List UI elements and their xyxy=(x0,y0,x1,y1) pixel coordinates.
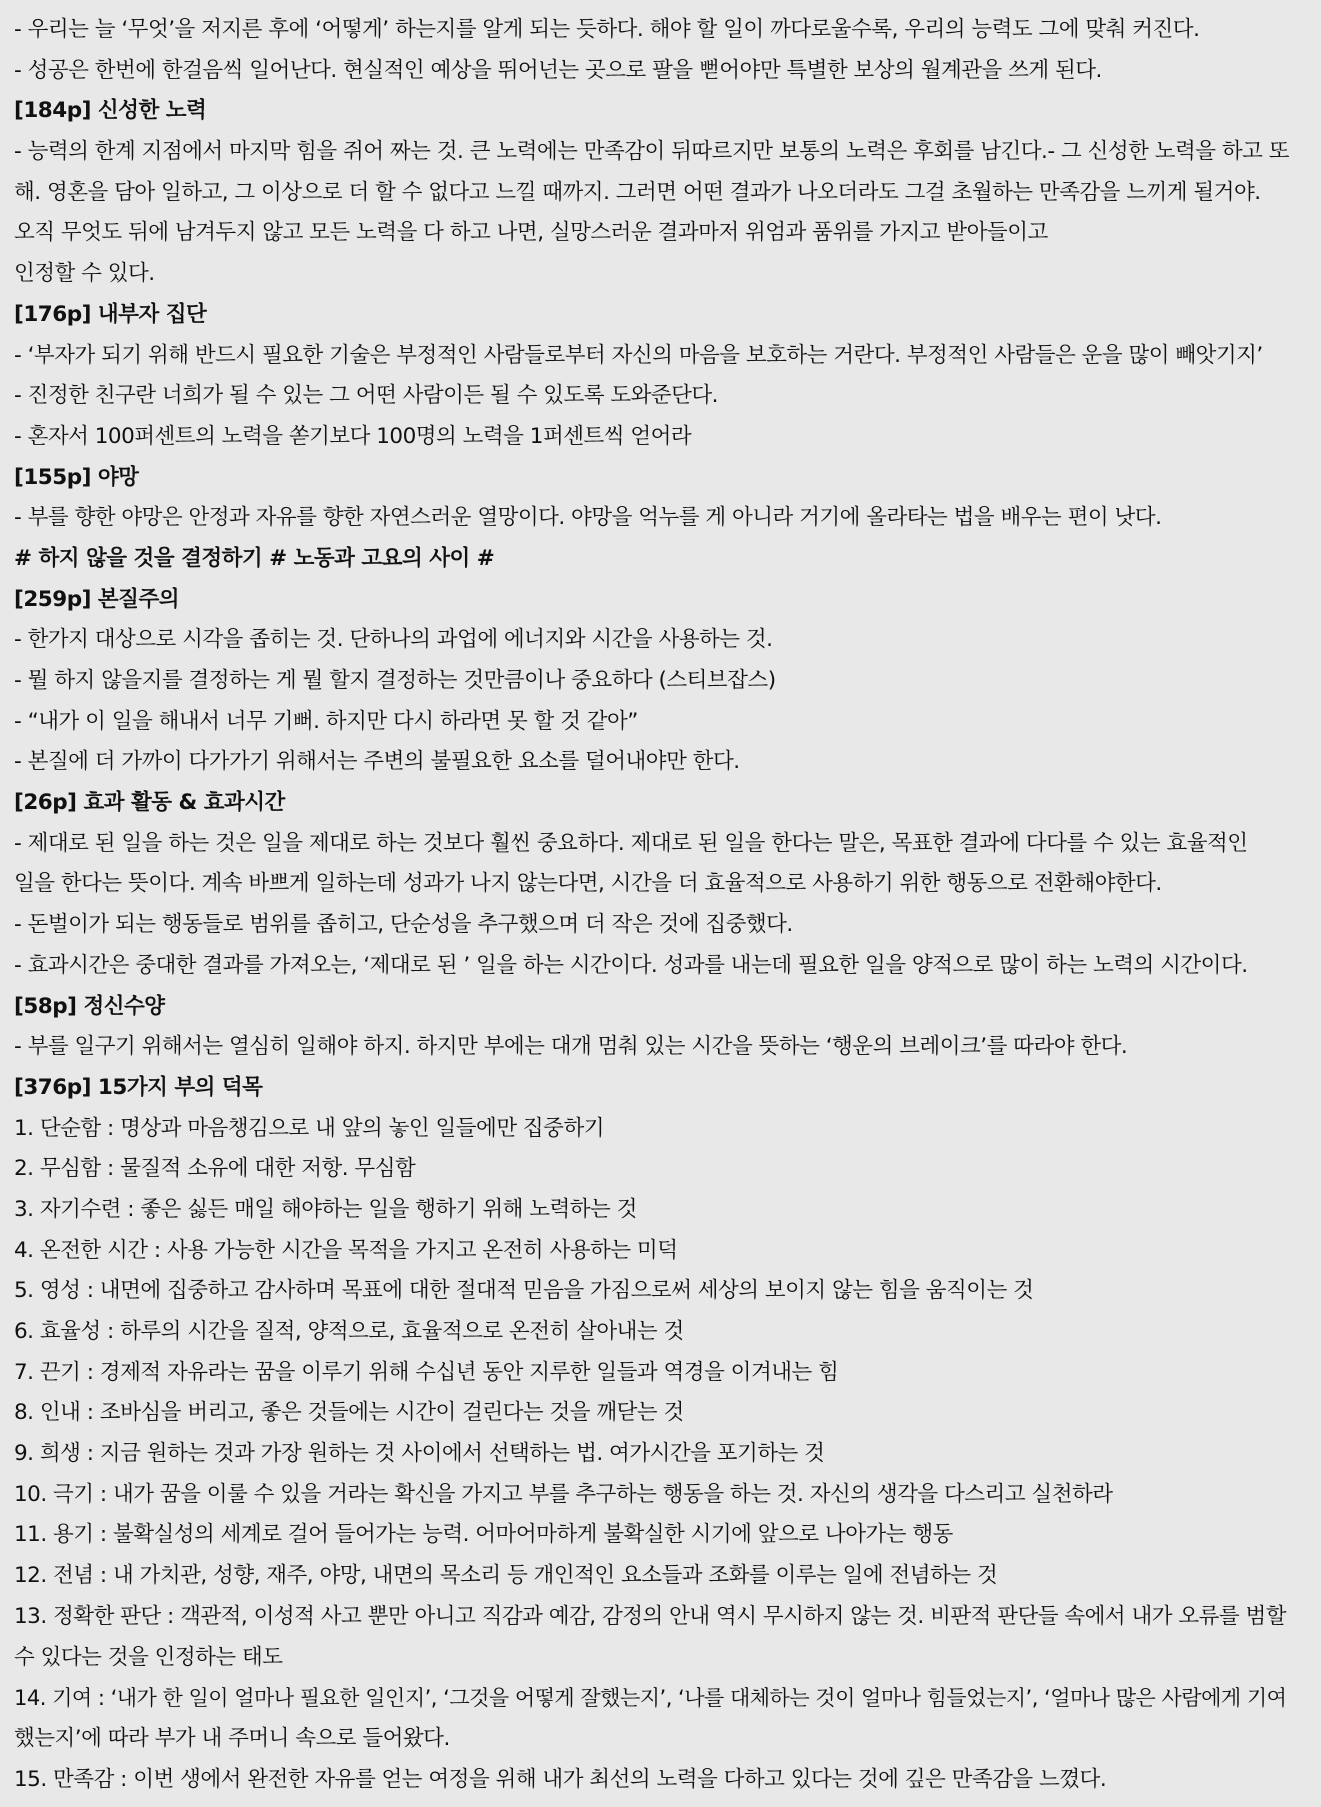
text-body xyxy=(14,10,1311,1800)
text-line: 15. 만족감 : 이번 생에서 완전한 자유를 얻는 여정을 위해 내가 최선의 노력을 다하고 있다는 것에 깊은 만족감을 느꼈다. xyxy=(14,1766,1107,1792)
text-line: - 효과시간은 중대한 결과를 가져오는, ‘제대로 된 ’ 일을 하는 시간이다. 성과를 내는데 필요한 일을 양적으로 많이 하는 노력의 시간이다. xyxy=(14,952,1248,978)
text-line: - “내가 이 일을 해내서 너무 기뻐. 하지만 다시 하라면 못 할 것 같아” xyxy=(14,708,638,734)
text-line: - 성공은 한번에 한걸음씩 일어난다. 현실적인 예상을 뛰어넌는 곳으로 팔을 뻗어야만 특별한 보상의 월계관을 쓰게 된다. xyxy=(14,57,1102,83)
text-line: 했는지’에 따라 부가 내 주머니 속으로 들어왔다. xyxy=(14,1725,450,1751)
text-line: - 뭘 하지 않을지를 결정하는 게 뭘 할지 결정하는 것만큼이나 중요하다 (스티브잡스) xyxy=(14,668,776,693)
text-line: 10. 극기 : 내가 꿈을 이룰 수 있을 거라는 확신을 가지고 부를 추구하는 행동을 하는 것. 자신의 생각을 다스리고 실천하라 xyxy=(14,1481,1113,1507)
text-line: 12. 전념 : 내 가치관, 성향, 재주, 야망, 내면의 목소리 등 개인적인 요소들과 조화를 이루는 일에 전념하는 것 xyxy=(14,1563,998,1589)
text-line: - 제대로 된 일을 하는 것은 일을 제대로 하는 것보다 훨씬 중요하다. 제대로 된 일을 한다는 말은, 목표한 결과에 다다를 수 있는 효율적인 xyxy=(14,830,1248,856)
text-line: 9. 희생 : 지금 원하는 것과 가장 원하는 것 사이에서 선택하는 법. 여가시간을 포기하는 것 xyxy=(14,1441,825,1467)
text-line: - 돈벌이가 되는 행동들로 범위를 좁히고, 단순성을 추구했으며 더 작은 것에 집중했다. xyxy=(14,912,793,938)
text-line: - 능력의 한계 지점에서 마지막 힘을 쥐어 짜는 것. 큰 노력에는 만족감이 뒤따르지만 보통의 노력은 후회를 남긴다.- 그 신성한 노력을 하고 또 xyxy=(14,139,1290,165)
section-heading: [376p] 15가지 부의 덕목 xyxy=(14,1074,263,1100)
text-line: - 우리는 늘 ‘무엇’을 저지른 후에 ‘어떻게’ 하는지를 알게 되는 듯하다. 해야 할 일이 까다로울수록, 우리의 능력도 그에 맞춰 커진다. xyxy=(14,17,1200,42)
text-line: - 부를 일구기 위해서는 열심히 일해야 하지. 하지만 부에는 대개 멈춰 있는 시간을 뜻하는 ‘행운의 브레이크’를 따라야 한다. xyxy=(14,1034,1128,1060)
text-line: 일을 한다는 뜻이다. 계속 바쁘게 일하는데 성과가 나지 않는다면, 시간을 더 효율적으로 사용하기 위한 행동으로 전환해야한다. xyxy=(14,871,1162,897)
text-line: - 혼자서 100퍼센트의 노력을 쏟기보다 100명의 노력을 1퍼센트씩 얻어라 xyxy=(14,423,692,449)
section-heading: [176p] 내부자 집단 xyxy=(14,301,207,327)
text-line: 11. 용기 : 불확실성의 세계로 걸어 들어가는 능력. 어마어마하게 불확실한 시기에 앞으로 나아가는 행동 xyxy=(14,1522,953,1548)
text-line: - ‘부자가 되기 위해 반드시 필요한 기술은 부정적인 사람들로부터 자신의 마음을 보호하는 거란다. 부정적인 사람들은 운을 많이 빼앗기지’ xyxy=(14,342,1263,368)
text-line: 해. 영혼을 담아 일하고, 그 이상으로 더 할 수 없다고 느낄 때까지. 그러면 어떤 결과가 나오더라도 그걸 초월하는 만족감을 느끼게 될거야. xyxy=(14,179,1261,205)
text-line: 8. 인내 : 조바심을 버리고, 좋은 것들에는 시간이 걸린다는 것을 깨닫는 것 xyxy=(14,1400,684,1426)
text-line: 13. 정확한 판단 : 객관적, 이성적 사고 뿐만 아니고 직감과 예감, 감정의 안내 역시 무시하지 않는 것. 비판적 판단들 속에서 내가 오류를 범할 xyxy=(14,1603,1287,1629)
section-heading: [184p] 신성한 노력 xyxy=(14,98,207,124)
section-heading: [259p] 본질주의 xyxy=(14,586,179,612)
text-line: 수 있다는 것을 인정하는 태도 xyxy=(14,1644,283,1670)
text-line: 4. 온전한 시간 : 사용 가능한 시간을 목적을 가지고 온전히 사용하는 미덕 xyxy=(14,1237,678,1263)
section-heading: # 하지 않을 것을 결정하기 # 노동과 고요의 사이 # xyxy=(14,545,495,571)
text-line: 오직 무엇도 뒤에 남겨두지 않고 모든 노력을 다 하고 나면, 실망스러운 결과마저 위엄과 품위를 가지고 받아들이고 xyxy=(14,220,1048,246)
text-line: - 진정한 친구란 너희가 될 수 있는 그 어떤 사람이든 될 수 있도록 도와준단다. xyxy=(14,383,719,409)
text-line: 6. 효율성 : 하루의 시간을 질적, 양적으로, 효율적으로 온전히 살아내는 것 xyxy=(14,1319,684,1344)
section-heading: [155p] 야망 xyxy=(14,464,139,490)
text-line: 인정할 수 있다. xyxy=(14,261,155,287)
text-line: 7. 끈기 : 경제적 자유라는 꿈을 이루기 위해 수십년 동안 지루한 일들과 역경을 이겨내는 힘 xyxy=(14,1359,839,1385)
text-line: 3. 자기수련 : 좋은 싫든 매일 해야하는 일을 행하기 위해 노력하는 것 xyxy=(14,1196,637,1222)
section-heading: [58p] 정신수양 xyxy=(14,993,165,1019)
text-line: 14. 기여 : ‘내가 한 일이 얼마나 필요한 일인지’, ‘그것을 어떻게 잘했는지’, ‘나를 대체하는 것이 얼마나 힘들었는지’, ‘얼마나 많은 사람에게 기여 xyxy=(14,1686,1287,1711)
text-line: - 부를 향한 야망은 안정과 자유를 향한 자연스러운 열망이다. 야망을 억누를 게 아니라 거기에 올라타는 법을 배우는 편이 낫다. xyxy=(14,505,1162,531)
text-line: 5. 영성 : 내면에 집중하고 감사하며 목표에 대한 절대적 믿음을 가짐으로써 세상의 보이지 않는 힘을 움직이는 것 xyxy=(14,1278,1034,1304)
section-heading: [26p] 효과 활동 & 효과시간 xyxy=(14,790,285,816)
text-line: 1. 단순함 : 명상과 마음챙김으로 내 앞의 놓인 일들에만 집중하기 xyxy=(14,1115,604,1141)
text-line: - 한가지 대상으로 시각을 좁히는 것. 단하나의 과업에 에너지와 시간을 사용하는 것. xyxy=(14,627,773,653)
text-line: 2. 무심함 : 물질적 소유에 대한 저항. 무심함 xyxy=(14,1156,416,1182)
text-line: - 본질에 더 가까이 다가가기 위해서는 주변의 불필요한 요소를 덜어내야만 한다. xyxy=(14,749,740,775)
